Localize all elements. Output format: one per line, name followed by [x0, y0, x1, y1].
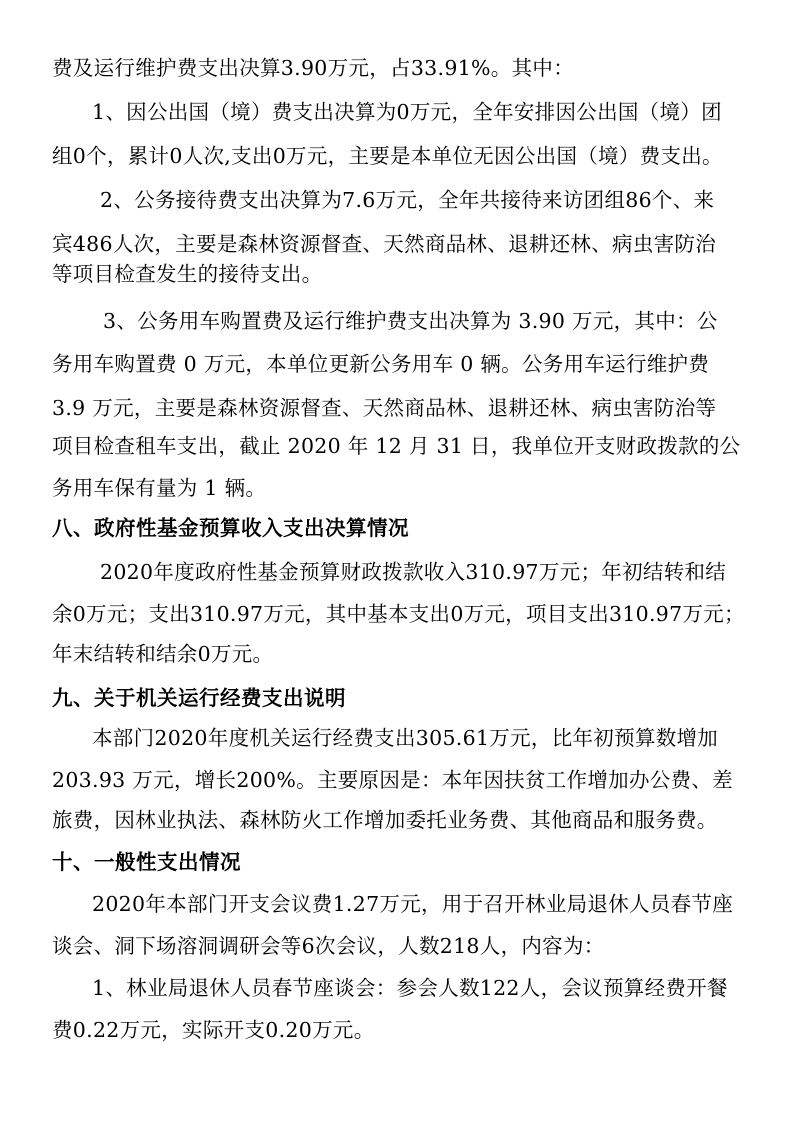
section-heading-9: 九、关于机关运行经费支出说明 — [52, 686, 346, 710]
paragraph-line: 余0万元；支出310.97万元，其中基本支出0万元，项目支出310.97万元； — [52, 602, 745, 626]
paragraph-line: 203.93 万元，增长200%。主要原因是：本年因扶贫工作增加办公费、差 — [52, 768, 733, 792]
paragraph-line: 组0个，累计0人次,支出0万元，主要是本单位无因公出国（境）费支出。 — [52, 144, 723, 168]
paragraph-line: 2020年本部门开支会议费1.27万元，用于召开林业局退休人员春节座 — [92, 892, 734, 916]
paragraph-line: 项目检查租车支出，截止 2020 年 12 月 31 日，我单位开支财政拨款的公 — [52, 434, 741, 458]
paragraph-line: 旅费，因林业执法、森林防火工作增加委托业务费、其他商品和服务费。 — [52, 808, 718, 832]
paragraph-line: 2、公务接待费支出决算为7.6万元，全年共接待来访团组86个、来 — [100, 188, 715, 212]
paragraph-line: 年末结转和结余0万元。 — [52, 642, 274, 666]
paragraph-line: 费及运行维护费支出决算3.90万元，占33.91%。其中： — [52, 56, 575, 80]
paragraph-line: 3、公务用车购置费及运行维护费支出决算为 3.90 万元，其中：公 — [103, 309, 718, 333]
paragraph-line: 务用车保有量为 1 辆。 — [52, 476, 267, 500]
paragraph-line: 宾486人次，主要是森林资源督查、天然商品林、退耕还林、病虫害防治 — [52, 232, 717, 256]
paragraph-line: 费0.22万元，实际开支0.20万元。 — [52, 1018, 375, 1042]
paragraph-line: 谈会、洞下场溶洞调研会等6次会议，人数218人，内容为： — [52, 934, 605, 958]
paragraph-line: 等项目检查发生的接待支出。 — [52, 262, 323, 286]
paragraph-line: 1、林业局退休人员春节座谈会：参会人数122人，会议预算经费开餐 — [92, 976, 728, 1000]
paragraph-line: 1、因公出国（境）费支出决算为0万元，全年安排因公出国（境）团 — [92, 100, 722, 124]
paragraph-line: 3.9 万元，主要是森林资源督查、天然商品林、退耕还林、病虫害防治等 — [52, 396, 717, 420]
paragraph-line: 2020年度政府性基金预算财政拨款收入310.97万元；年初结转和结 — [100, 560, 727, 584]
paragraph-line: 本部门2020年度机关运行经费支出305.61万元，比年初预算数增加 — [92, 726, 719, 750]
section-heading-8: 八、政府性基金预算收入支出决算情况 — [52, 516, 409, 540]
section-heading-10: 十、一般性支出情况 — [52, 850, 241, 874]
paragraph-line: 务用车购置费 0 万元，本单位更新公务用车 0 辆。公务用车运行维护费 — [52, 352, 710, 376]
